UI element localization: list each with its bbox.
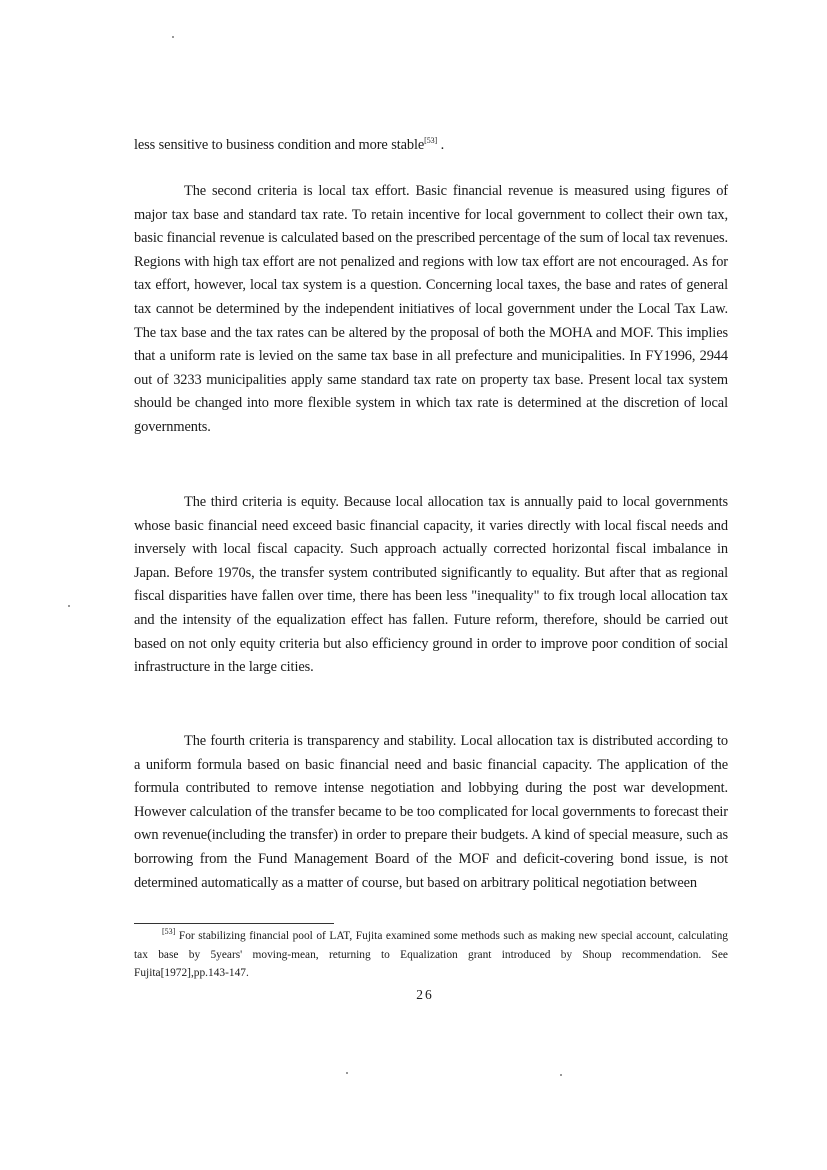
page-number: 26 <box>416 987 434 1002</box>
footnote-text: For stabilizing financial pool of LAT, Fujita examined some methods such as making new special account, calculating tax base by 5years' moving-mean, returning to Equalization grant introduced by Shoup recommendation. See Fujita[1972],pp.143-147. <box>134 930 728 979</box>
footnote-reference: [53] <box>424 136 438 146</box>
paragraph-text: The fourth criteria is transparency and stability. Local allocation tax is distributed according to a uniform formula based on basic financial need and basic financial capacity. The application of the formula contributed to remove intense negotiation and lobbying during the post war development. However calculation of the transfer became to be too complicated for local governments to forecast their own revenue(including the transfer) in order to prepare their budgets. A kind of special measure, such as borrowing from the Fund Management Board of the MOF and deficit-covering bond issue, is not determined automatically as a matter of course, but based on arbitrary political negotiation between <box>134 733 728 891</box>
continued-line <box>134 134 728 158</box>
paragraph-text: The second criteria is local tax effort. Basic financial revenue is measured using figures of major tax base and standard tax rate. To retain incentive for local government to collect their own tax, basic financial revenue is calculated based on the prescribed percentage of the sum of local tax revenues. Regions with high tax effort are not penalized and regions with low tax effort are not encouraged. As for tax effort, however, local tax system is a question. Concerning local taxes, the base and rates of general tax cannot be determined by the independent initiatives of local government under the Local Tax Law. The tax base and the tax rates can be altered by the proposal of both the MOHA and MOF. This implies that a uniform rate is levied on the same tax base in all prefecture and municipalities. In FY1996, 2944 out of 3233 municipalities apply same standard tax rate on property tax base. Present local tax system should be changed into more flexible system in which tax rate is determined at the discretion of local governments. <box>134 183 728 435</box>
footnote-marker: [53] <box>162 927 176 937</box>
footnote <box>134 927 728 983</box>
scan-speck <box>346 1072 348 1074</box>
paragraph-tax-effort <box>134 180 728 440</box>
paragraph-text: The third criteria is equity. Because local allocation tax is annually paid to local governments whose basic financial need exceed basic financial capacity, it varies directly with local fiscal needs and inversely with local fiscal capacity. Such approach actually corrected horizontal fiscal imbalance in Japan. Before 1970s, the transfer system contributed significantly to equality. But after that as regional fiscal disparities have fallen over time, there has been less "inequality" to fix trough local allocation tax and the intensity of the equalization effect has fallen. Future reform, therefore, should be carried out based on not only equity criteria but also efficiency ground in order to improve poor condition of social infrastructure in the large cities. <box>134 494 728 676</box>
continued-text: less sensitive to business condition and more stable <box>134 137 425 153</box>
continued-text-end: . <box>437 137 445 153</box>
scan-speck <box>172 36 174 38</box>
scan-speck <box>560 1074 562 1076</box>
paragraph-equity <box>134 491 728 680</box>
footnote-divider <box>134 923 334 924</box>
paragraph-transparency <box>134 730 728 895</box>
scan-speck <box>68 605 70 607</box>
